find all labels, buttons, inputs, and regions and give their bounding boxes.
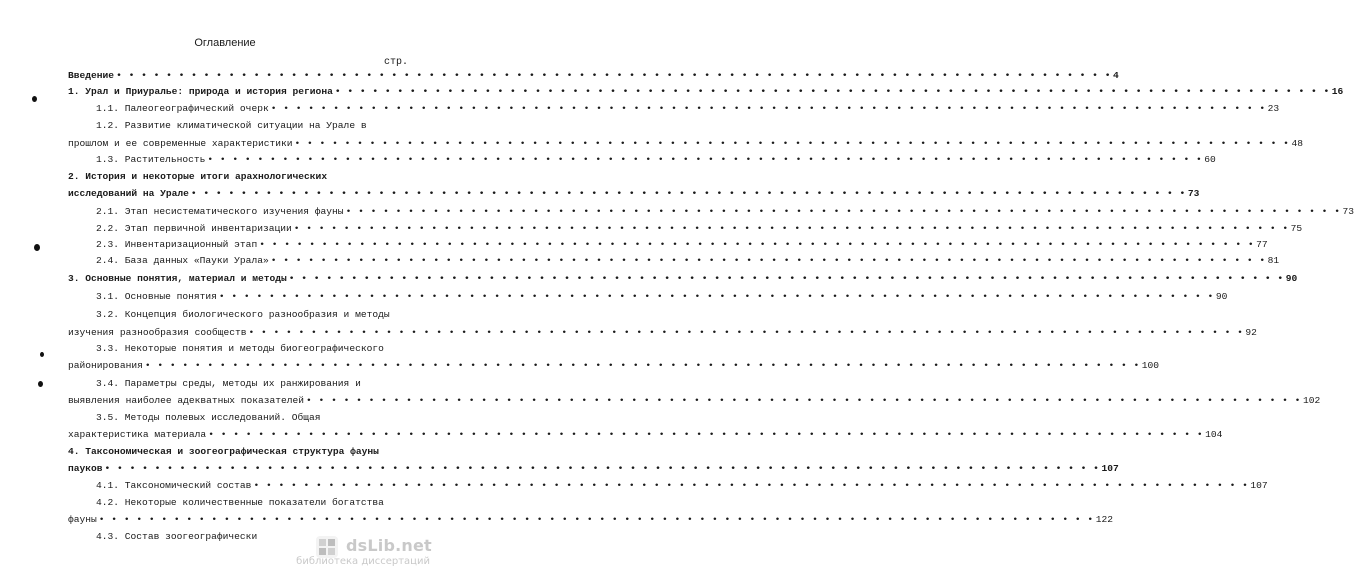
watermark-subtitle: библиотека диссертаций [296, 556, 430, 567]
scan-speck [40, 352, 44, 357]
toc-leader-dots: • • • • • • • • • • • • • • • • • • • • • • • • • • • • • • • • • • • • • • • • • • • • • • • • • • • • • • • • • • • • • • • • • • • • • • • • • • • • • • • • [294, 138, 1290, 149]
toc-leader-dots: • • • • • • • • • • • • • • • • • • • • • • • • • • • • • • • • • • • • • • • • • • • • • • • • • • • • • • • • • • • • • • • • • • • • • • • • • • • • • • • • [104, 463, 1100, 474]
toc-entry-text-line-1: 3.4. Параметры среды, методы их ранжирования и [96, 378, 361, 389]
dslib-logo-icon [316, 536, 338, 558]
toc-entry-section-4-1[interactable] [96, 480, 1268, 491]
toc-entry-continuation [68, 327, 1257, 338]
toc-page-number: 73 [1342, 206, 1354, 217]
toc-leader-dots: • • • • • • • • • • • • • • • • • • • • • • • • • • • • • • • • • • • • • • • • • • • • • • • • • • • • • • • • • • • • • • • • • • • • • • • • • • • • • • • • [259, 239, 1255, 250]
toc-entry-text-line-1: 4. Таксономическая и зоогеографическая структура фауны [68, 446, 379, 457]
toc-entry-text: 1. Урал и Приуралье: природа и история региона [68, 86, 333, 97]
scan-speck [34, 244, 40, 251]
toc-entry-text-line-2: прошлом и ее современные характеристики [68, 138, 293, 149]
toc-entry-continuation [68, 188, 1200, 199]
toc-entry-continuation [68, 514, 1113, 525]
toc-page-number: 60 [1204, 154, 1216, 165]
toc-page-number: 107 [1250, 480, 1268, 491]
toc-entry-text-line-2: фауны [68, 514, 97, 525]
toc-page-number: 77 [1256, 239, 1268, 250]
toc-page-number: 100 [1141, 360, 1160, 371]
toc-page-number: 104 [1205, 429, 1223, 440]
scan-speck [32, 96, 37, 102]
toc-leader-dots: • • • • • • • • • • • • • • • • • • • • • • • • • • • • • • • • • • • • • • • • • • • • • • • • • • • • • • • • • • • • • • • • • • • • • • • • • • • • • • • • [288, 273, 1284, 284]
toc-entry-text-line-2: исследований на Урале [68, 188, 189, 199]
toc-leader-dots: • • • • • • • • • • • • • • • • • • • • • • • • • • • • • • • • • • • • • • • • • • • • • • • • • • • • • • • • • • • • • • • • • • • • • • • • • • • • • • • • [270, 255, 1266, 266]
toc-leader-dots: • • • • • • • • • • • • • • • • • • • • • • • • • • • • • • • • • • • • • • • • • • • • • • • • • • • • • • • • • • • • • • • • • • • • • • • • • • • • • • • • [98, 514, 1094, 525]
toc-page-number: 16 [1331, 86, 1344, 97]
toc-leader-dots: • • • • • • • • • • • • • • • • • • • • • • • • • • • • • • • • • • • • • • • • • • • • • • • • • • • • • • • • • • • • • • • • • • • • • • • • • • • • • • • • [306, 395, 1301, 406]
toc-entry-introduction[interactable] [68, 70, 1119, 81]
toc-leader-dots: • • • • • • • • • • • • • • • • • • • • • • • • • • • • • • • • • • • • • • • • • • • • • • • • • • • • • • • • • • • • • • • • • • • • • • • • • • • • • • • • [116, 70, 1111, 81]
toc-leader-dots: • • • • • • • • • • • • • • • • • • • • • • • • • • • • • • • • • • • • • • • • • • • • • • • • • • • • • • • • • • • • • • • • • • • • • • • • • • • • • • • • [334, 86, 1330, 97]
toc-entry-text-line-1: 3.2. Концепция биологического разнообразия и методы [96, 309, 390, 320]
toc-entry-text-line-2: пауков [68, 463, 103, 474]
toc-entry-text-line-1: 1.2. Развитие климатической ситуации на Урале в [96, 120, 367, 131]
toc-page-number: 23 [1267, 103, 1280, 114]
toc-leader-dots: • • • • • • • • • • • • • • • • • • • • • • • • • • • • • • • • • • • • • • • • • • • • • • • • • • • • • • • • • • • • • • • • • • • • • • • • • • • • • • • • [208, 429, 1204, 440]
toc-entry-text: 2.3. Инвентаризационный этап [96, 239, 258, 250]
toc-leader-dots: • • • • • • • • • • • • • • • • • • • • • • • • • • • • • • • • • • • • • • • • • • • • • • • • • • • • • • • • • • • • • • • • • • • • • • • • • • • • • • • • [144, 360, 1140, 371]
scan-speck [38, 381, 43, 387]
toc-entry-continuation [68, 429, 1223, 440]
toc-page-number: 90 [1215, 291, 1228, 302]
toc-entry-text-line-1: 4.2. Некоторые количественные показатели богатства [96, 497, 384, 508]
toc-entry-continuation [68, 463, 1119, 474]
toc-leader-dots: • • • • • • • • • • • • • • • • • • • • • • • • • • • • • • • • • • • • • • • • • • • • • • • • • • • • • • • • • • • • • • • • • • • • • • • • • • • • • • • • [218, 291, 1214, 302]
toc-page-number: 92 [1245, 327, 1257, 338]
toc-entry-chapter-3[interactable] [68, 273, 1298, 284]
toc-entry-text: 2.2. Этап первичной инвентаризации [96, 223, 292, 234]
toc-entry-section-2-4[interactable] [96, 255, 1280, 266]
toc-entry-continuation [68, 395, 1321, 406]
toc-entry-text-line-1: 3.3. Некоторые понятия и методы биогеографического [96, 343, 384, 354]
document-title: Оглавление [194, 37, 256, 49]
toc-page-number: 122 [1095, 514, 1113, 525]
toc-entry-section-2-3[interactable] [96, 239, 1268, 250]
toc-leader-dots: • • • • • • • • • • • • • • • • • • • • • • • • • • • • • • • • • • • • • • • • • • • • • • • • • • • • • • • • • • • • • • • • • • • • • • • • • • • • • • • • [293, 223, 1289, 234]
watermark-site-name: dsLib.net [346, 536, 432, 555]
toc-entry-continuation [68, 138, 1303, 149]
toc-entry-text: 3. Основные понятия, материал и методы [68, 273, 287, 284]
toc-page-number: 102 [1302, 395, 1321, 406]
toc-entry-text: Введение [68, 70, 115, 81]
toc-entry-text-line-1: 3.5. Методы полевых исследований. Общая [96, 412, 321, 423]
toc-page-number: 73 [1187, 188, 1200, 199]
toc-page-number: 48 [1291, 138, 1303, 149]
toc-page-number: 4 [1112, 70, 1119, 81]
toc-entry-text: 1.3. Растительность [96, 154, 206, 165]
toc-entry-text: 4.1. Таксономический состав [96, 480, 252, 491]
toc-entry-section-2-2[interactable] [96, 223, 1303, 234]
toc-entry-text-line-2: выявления наиболее адекватных показателей [68, 395, 305, 406]
toc-entry-text-line-2: районирования [68, 360, 143, 371]
toc-entry-text: 3.1. Основные понятия [96, 291, 217, 302]
toc-entry-text-line-1: 2. История и некоторые итоги арахнологических [68, 171, 328, 182]
toc-entry-continuation [68, 360, 1160, 371]
toc-page-number: 107 [1101, 463, 1119, 474]
toc-leader-dots: • • • • • • • • • • • • • • • • • • • • • • • • • • • • • • • • • • • • • • • • • • • • • • • • • • • • • • • • • • • • • • • • • • • • • • • • • • • • • • • • [248, 327, 1244, 338]
toc-entry-text: 2.4. База данных «Пауки Урала» [96, 255, 269, 266]
toc-leader-dots: • • • • • • • • • • • • • • • • • • • • • • • • • • • • • • • • • • • • • • • • • • • • • • • • • • • • • • • • • • • • • • • • • • • • • • • • • • • • • • • • [253, 480, 1249, 491]
toc-entry-section-3-1[interactable] [96, 291, 1228, 302]
page-column-label: стр. [384, 57, 409, 68]
toc-entry-text: 1.1. Палеогеографический очерк [96, 103, 269, 114]
toc-entry-text-line-2: изучения разнообразия сообществ [68, 327, 247, 338]
toc-page-number: 90 [1285, 273, 1298, 284]
toc-leader-dots: • • • • • • • • • • • • • • • • • • • • • • • • • • • • • • • • • • • • • • • • • • • • • • • • • • • • • • • • • • • • • • • • • • • • • • • • • • • • • • • • [207, 154, 1203, 165]
toc-leader-dots: • • • • • • • • • • • • • • • • • • • • • • • • • • • • • • • • • • • • • • • • • • • • • • • • • • • • • • • • • • • • • • • • • • • • • • • • • • • • • • • • [345, 206, 1341, 217]
toc-leader-dots: • • • • • • • • • • • • • • • • • • • • • • • • • • • • • • • • • • • • • • • • • • • • • • • • • • • • • • • • • • • • • • • • • • • • • • • • • • • • • • • • [270, 103, 1266, 114]
toc-entry-section-1-1[interactable] [96, 103, 1280, 114]
toc-leader-dots: • • • • • • • • • • • • • • • • • • • • • • • • • • • • • • • • • • • • • • • • • • • • • • • • • • • • • • • • • • • • • • • • • • • • • • • • • • • • • • • • [190, 188, 1186, 199]
toc-entry-chapter-1[interactable] [68, 86, 1344, 97]
toc-entry-section-4-3[interactable]: 4.3. Состав зоогеографически [96, 531, 258, 542]
toc-entry-text-line-2: характеристика материала [68, 429, 207, 440]
toc-entry-text: 2.1. Этап несистематического изучения фауны [96, 206, 344, 217]
toc-entry-section-2-1[interactable] [96, 206, 1354, 217]
toc-page-number: 81 [1267, 255, 1280, 266]
toc-page-number: 75 [1290, 223, 1303, 234]
toc-entry-section-1-3[interactable] [96, 154, 1216, 165]
